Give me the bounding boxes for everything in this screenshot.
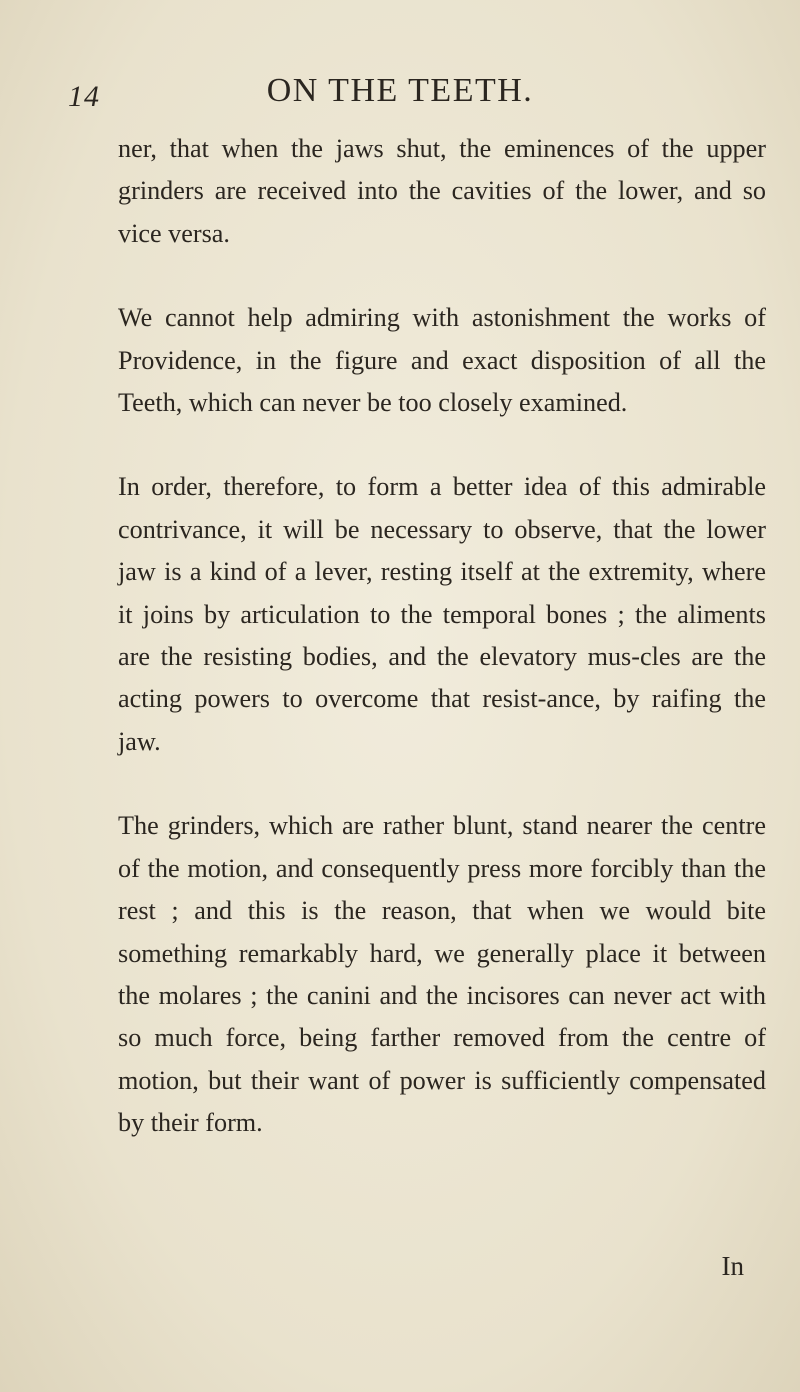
paragraph-lever: In order, therefore, to form a better idea of this admirable contrivance, it will be necessary to observe, that the lower jaw is a kind of a lever, resting itself at the extremity, where it joins by articulation to the temporal bones ; the aliments are the resisting bodies, and the elevatory mus-cles are the acting powers to overcome that resist-ance, by raifing the jaw. bbox=[118, 472, 766, 756]
paragraph-grinders: The grinders, which are rather blunt, stand nearer the centre of the motion, and consequently press more forcibly than the rest ; and this is the reason, that when we would bite something remarkably hard, we generally place it between the molares ; the canini and the incisores can never act with so much force, being farther removed from the centre of motion, but their want of power is sufficiently compensated by their form. bbox=[118, 811, 766, 1138]
page-header bbox=[0, 72, 800, 122]
running-head: ON THE TEETH. bbox=[266, 72, 534, 109]
paragraph-providence: We cannot help admiring with astonishment the works of Providence, in the figure and exact disposition of all the Teeth, which can never be too closely examined. bbox=[118, 303, 766, 418]
catchword: In bbox=[721, 1251, 744, 1281]
paragraph-continuation: ner, that when the jaws shut, the eminences of the upper grinders are received into the cavities of the lower, and so vice versa. bbox=[118, 134, 766, 248]
page-number: 14 bbox=[68, 80, 100, 113]
body-text bbox=[118, 128, 766, 1187]
